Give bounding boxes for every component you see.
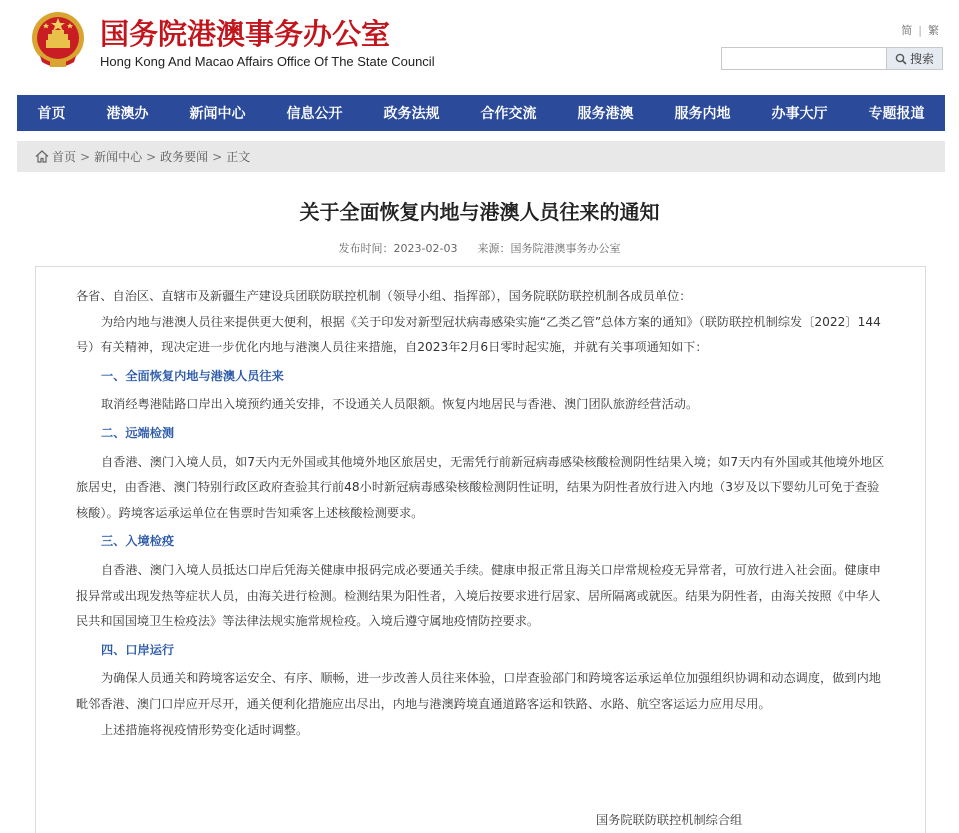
article-meta — [0, 240, 959, 256]
site-title[interactable]: 国务院港澳事务办公室 — [100, 17, 391, 51]
section-heading: 四、口岸运行 — [101, 642, 175, 657]
site-subtitle: Hong Kong And Macao Affairs Office Of The State Council — [100, 54, 435, 69]
search-button[interactable] — [886, 48, 942, 69]
section-body: 自香港、澳门入境人员，如7天内无外国或其他境外地区旅居史，无需凭行前新冠病毒感染核酸检测阴性结果入境；如7天内有外国或其他境外地区旅居史，由香港、澳门特别行政区政府查验其行前48小时新冠病毒感染核酸检测阴性证明，结果为阴性者放行进入内地（3岁及以下婴幼儿可免于查验核酸）。跨境客运承运单位在售票时告知乘客上述核酸检测要求。 — [76, 454, 885, 520]
nav-item-cooperation[interactable]: 合作交流 — [480, 106, 537, 122]
search-input[interactable] — [722, 48, 887, 69]
breadcrumb-current: 正文 — [226, 150, 251, 164]
publish-date-label: 发布时间： — [338, 242, 394, 255]
publish-date: 2023-02-03 — [393, 242, 458, 255]
nav-item-regulations[interactable]: 政务法规 — [383, 106, 440, 122]
search-button-label: 搜索 — [909, 52, 934, 66]
breadcrumb-gov-news[interactable]: 政务要闻 — [160, 150, 209, 164]
source-label: 来源： — [477, 242, 511, 255]
nav-item-news[interactable]: 新闻中心 — [189, 106, 246, 122]
section-heading: 三、入境检疫 — [101, 534, 175, 549]
simplified-chinese-link[interactable]: 简 — [901, 24, 913, 37]
intro-paragraph: 为给内地与港澳人员往来提供更大便利，根据《关于印发对新型冠状病毒感染实施“乙类乙管”总体方案的通知》（联防联控机制综发〔2022〕144号）有关精神，现决定进一步优化内地与港澳人员往来措施，自2023年2月6日零时起实施，并就有关事项通知如下： — [76, 314, 881, 355]
breadcrumb-home[interactable]: 首页 — [52, 150, 77, 164]
source-value: 国务院港澳事务办公室 — [510, 242, 621, 255]
traditional-chinese-link[interactable]: 繁 — [928, 24, 939, 37]
breadcrumb-separator: > — [212, 149, 223, 164]
salutation: 各省、自治区、直辖市及新疆生产建设兵团联防联控机制（领导小组、指挥部），国务院联防联控机制各成员单位： — [76, 289, 692, 303]
nav-item-info-disclosure[interactable]: 信息公开 — [286, 106, 343, 122]
closing-paragraph: 上述措施将视疫情形势变化适时调整。 — [101, 722, 309, 737]
language-switch — [901, 22, 939, 38]
nav-item-service-hall[interactable]: 办事大厅 — [771, 106, 828, 122]
nav-item-serve-mainland[interactable]: 服务内地 — [674, 106, 731, 122]
section-body: 取消经粤港陆路口岸出入境预约通关安排，不设通关人员限额。恢复内地居民与香港、澳门团队旅游经营活动。 — [101, 397, 699, 412]
search-icon — [895, 53, 907, 65]
home-icon — [35, 150, 49, 163]
article-body-container — [35, 266, 926, 833]
nav-item-hmo[interactable]: 港澳办 — [106, 106, 149, 122]
nav-item-home[interactable]: 首页 — [37, 106, 66, 122]
national-emblem-icon[interactable] — [30, 10, 86, 70]
nav-item-special-reports[interactable]: 专题报道 — [868, 106, 925, 122]
section-heading: 一、全面恢复内地与港澳人员往来 — [101, 368, 284, 383]
search-box — [721, 47, 943, 70]
breadcrumb-news-center[interactable]: 新闻中心 — [94, 150, 143, 164]
breadcrumb-separator: > — [146, 149, 157, 164]
language-separator: | — [918, 24, 922, 37]
breadcrumb — [17, 141, 945, 172]
site-header — [0, 0, 959, 94]
section-body: 为确保人员通关和跨境客运安全、有序、顺畅，进一步改善人员往来体验，口岸查验部门和跨境客运承运单位加强组织协调和动态调度，做到内地毗邻香港、澳门口岸应开尽开，通关便利化措施应出尽出，内地与港澳跨境直通道路客运和铁路、水路、航空客运运力应用尽用。 — [76, 671, 881, 711]
article-body — [76, 284, 888, 827]
signature: 国务院联防联控机制综合组 — [596, 813, 743, 827]
section-body: 自香港、澳门入境人员抵达口岸后凭海关健康申报码完成必要通关手续。健康申报正常且海关口岸常规检疫无异常者，可放行进入社会面。健康申报异常或出现发热等症状人员，由海关进行检测。检测结果为阳性者，入境后按要求进行居家、居所隔离或就医。结果为阴性者，由海关按照《中华人民共和国国境卫生检疫法》等法律法规实施常规检疫。入境后遵守属地疫情防控要求。 — [76, 562, 881, 629]
section-heading: 二、远端检测 — [101, 425, 175, 440]
article-title: 关于全面恢复内地与港澳人员往来的通知 — [299, 200, 660, 224]
breadcrumb-separator: > — [80, 149, 91, 164]
nav-item-serve-hk-macao[interactable]: 服务港澳 — [577, 106, 634, 122]
main-nav — [17, 95, 945, 131]
